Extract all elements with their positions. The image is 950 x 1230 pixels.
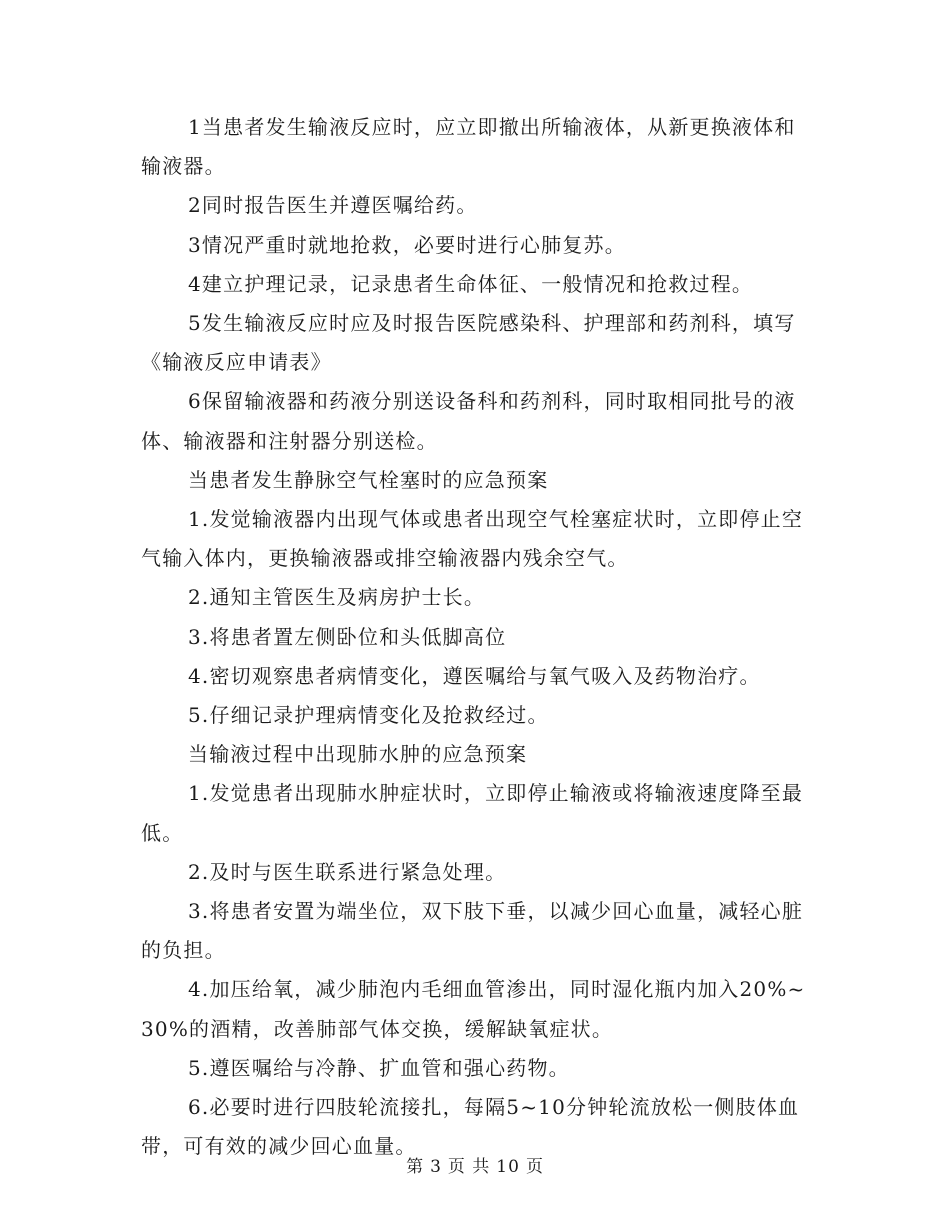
section-heading: 当患者发生静脉空气栓塞时的应急预案 [188, 467, 549, 492]
paragraph: 1当患者发生输液反应时，应立即撤出所输液体，从新更换液体和输液器。 [141, 115, 796, 179]
paragraph: 3情况严重时就地抢救，必要时进行心肺复苏。 [188, 232, 626, 257]
paragraph: 5发生输液反应时应及时报告医院感染科、护理部和药剂科，填写《输液反应申请表》 [141, 311, 796, 375]
paragraph: 1.发觉输液器内出现气体或患者出现空气栓塞症状时，立即停止空气输入体内，更换输液器或排空输液器内残余空气。 [141, 507, 804, 571]
footer-middle: 页 共 [447, 1157, 491, 1177]
paragraph: 6保留输液器和药液分别送设备科和药剂科，同时取相同批号的液体、输液器和注射器分别送检。 [141, 389, 796, 453]
footer-suffix: 页 [525, 1157, 544, 1177]
page-number: 3 [430, 1157, 442, 1177]
paragraph: 2同时报告医生并遵医嘱给药。 [188, 193, 478, 218]
paragraph: 5.仔细记录护理病情变化及抢救经过。 [188, 703, 549, 728]
section-heading: 当输液过程中出现肺水肿的应急预案 [188, 742, 528, 767]
total-pages: 10 [496, 1157, 520, 1177]
paragraph: 6.必要时进行四肢轮流接扎，每隔5~10分钟轮流放松一侧肢体血带，可有效的减少回心血量。 [141, 1095, 800, 1159]
page-footer [0, 1152, 950, 1177]
paragraph: 2.通知主管医生及病房护士长。 [188, 585, 486, 610]
paragraph: 3.将患者安置为端坐位，双下肢下垂，以减少回心血量，减轻心脏的负担。 [141, 899, 804, 963]
paragraph: 4.加压给氧，减少肺泡内毛细血管渗出，同时湿化瓶内加入20%~30%的酒精，改善肺部气体交换，缓解缺氧症状。 [141, 977, 806, 1041]
paragraph: 4建立护理记录，记录患者生命体征、一般情况和抢救过程。 [188, 271, 754, 296]
document-body [141, 108, 813, 1166]
footer-prefix: 第 [406, 1157, 425, 1177]
paragraph: 4.密切观察患者病情变化，遵医嘱给与氧气吸入及药物治疗。 [188, 663, 761, 688]
paragraph: 3.将患者置左侧卧位和头低脚高位 [188, 624, 507, 649]
paragraph: 5.遵医嘱给与冷静、扩血管和强心药物。 [188, 1055, 570, 1080]
paragraph: 2.及时与医生联系进行紧急处理。 [188, 859, 507, 884]
paragraph: 1.发觉患者出现肺水肿症状时，立即停止输液或将输液速度降至最低。 [141, 781, 804, 845]
